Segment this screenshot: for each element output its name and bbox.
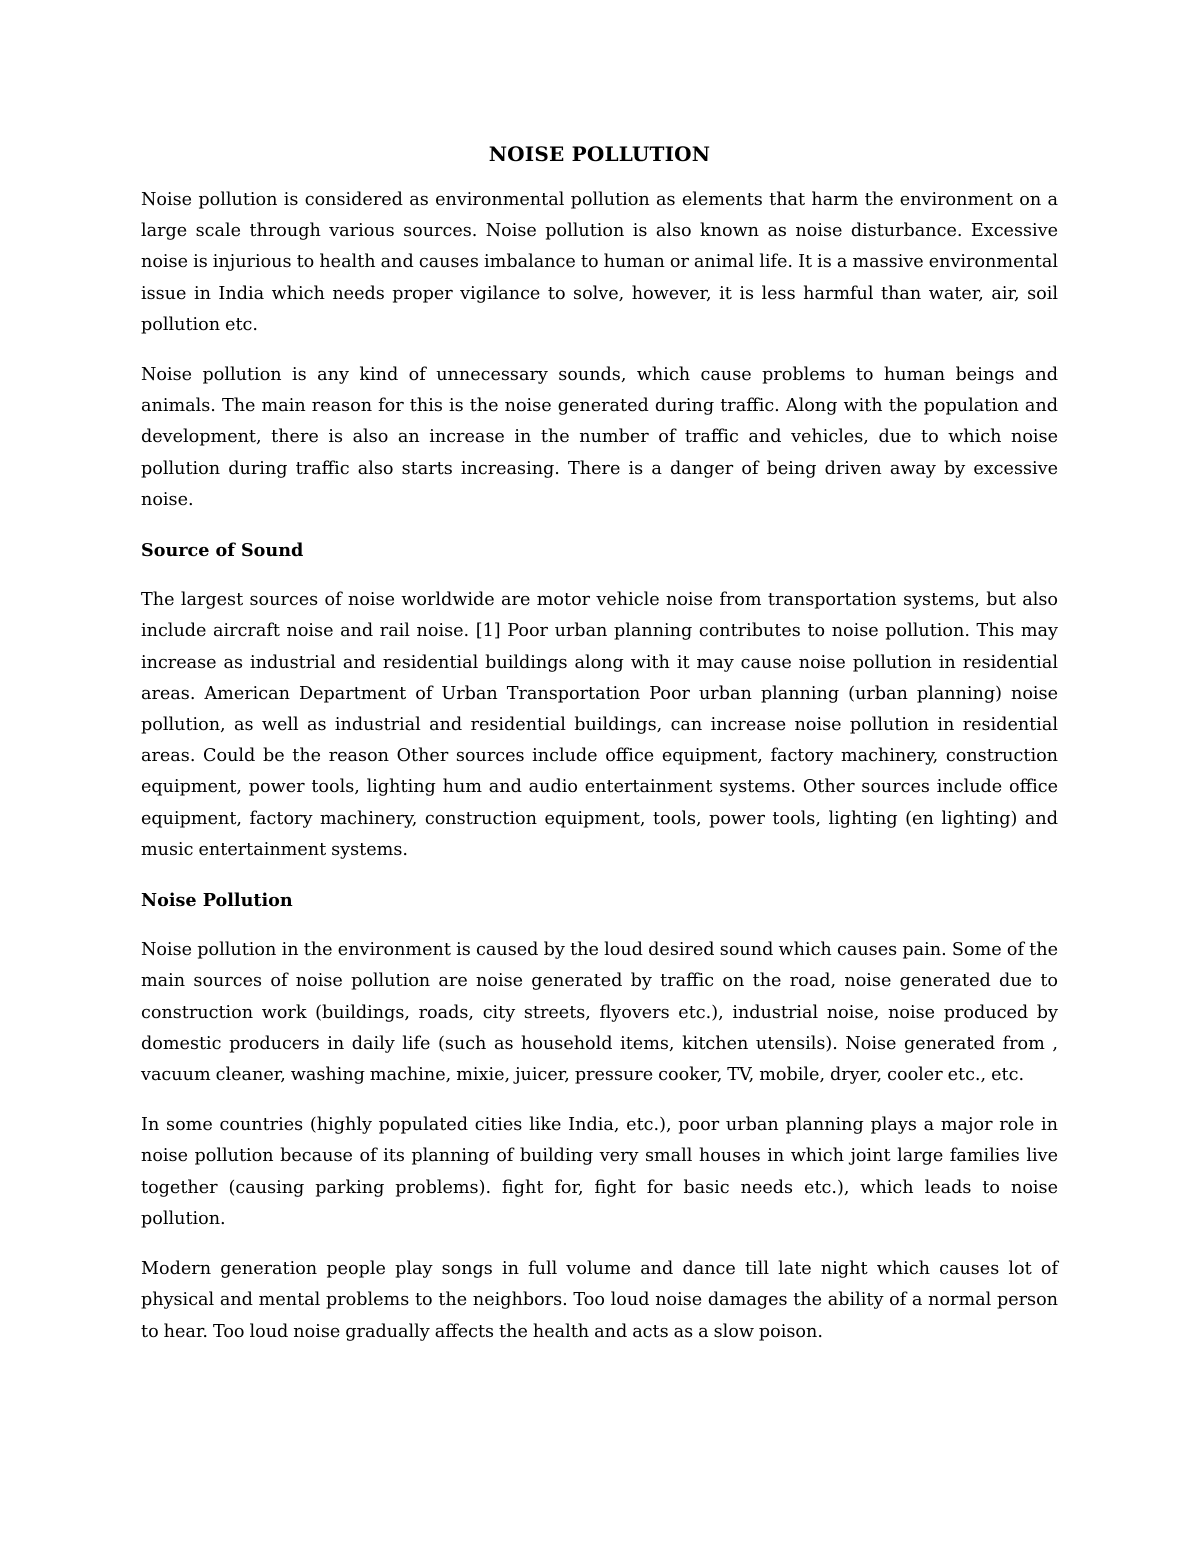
document-page	[141, 140, 1058, 1367]
noise-pollution-paragraph-1: Noise pollution in the environment is caused by the loud desired sound which causes pain. Some of the main sources of noise pollution are noise generated by traffic on the road, noise generated due to construction work (buildings, roads, city streets, flyovers etc.), industrial noise, noise produced by domestic producers in daily life (such as household items, kitchen utensils). Noise generated from , vacuum cleaner, washing machine, mixie, juicer, pressure cooker, TV, mobile, dryer, cooler etc., etc.	[141, 940, 1058, 1086]
source-of-sound-paragraph-1: The largest sources of noise worldwide are motor vehicle noise from transportation systems, but also include aircraft noise and rail noise. [1] Poor urban planning contributes to noise pollution. This may increase as industrial and residential buildings along with it may cause noise pollution in residential areas. American Department of Urban Transportation Poor urban planning (urban planning) noise pollution, as well as industrial and residential buildings, can increase noise pollution in residential areas. Could be the reason Other sources include office equipment, factory machinery, construction equipment, power tools, lighting hum and audio entertainment systems. Other sources include office equipment, factory machinery, construction equipment, tools, power tools, lighting (en lighting) and music entertainment systems.	[141, 590, 1058, 860]
intro-paragraph-1: Noise pollution is considered as environmental pollution as elements that harm the environment on a large scale through various sources. Noise pollution is also known as noise disturbance. Excessive noise is injurious to health and causes imbalance to human or animal life. It is a massive environmental issue in India which needs proper vigilance to solve, however, it is less harmful than water, air, soil pollution etc.	[141, 190, 1058, 335]
noise-pollution-paragraph-3: Modern generation people play songs in full volume and dance till late night which causes lot of physical and mental problems to the neighbors. Too loud noise damages the ability of a normal person to hear. Too loud noise gradually affects the health and acts as a slow poison.	[141, 1259, 1058, 1342]
section-heading-source-of-sound: Source of Sound	[141, 540, 304, 562]
section-heading-noise-pollution: Noise Pollution	[141, 890, 293, 912]
intro-paragraph-2: Noise pollution is any kind of unnecessary sounds, which cause problems to human beings and animals. The main reason for this is the noise generated during traffic. Along with the population and development, there is also an increase in the number of traffic and vehicles, due to which noise pollution during traffic also starts increasing. There is a danger of being driven away by excessive noise.	[141, 365, 1058, 510]
document-title: NOISE POLLUTION	[488, 142, 711, 166]
noise-pollution-paragraph-2: In some countries (highly populated cities like India, etc.), poor urban planning plays a major role in noise pollution because of its planning of building very small houses in which joint large families live together (causing parking problems). fight for, fight for basic needs etc.), which leads to noise pollution.	[141, 1115, 1058, 1229]
